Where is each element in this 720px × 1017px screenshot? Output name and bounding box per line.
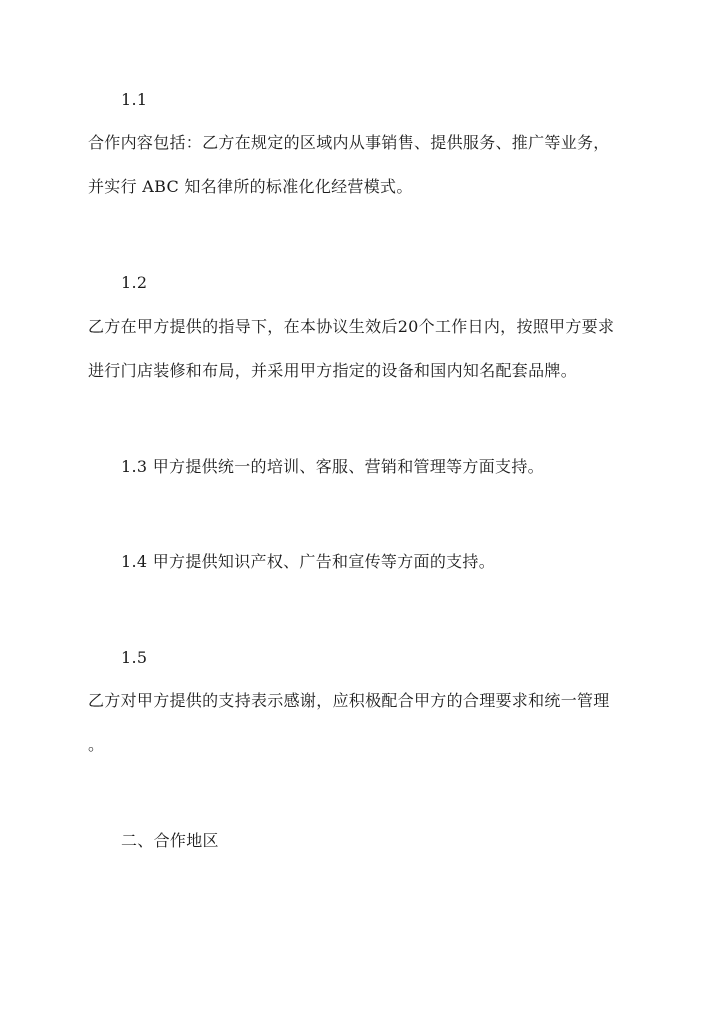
section-1-2-line-1: 乙方在甲方提供的指导下，在本协议生效后20个工作日内，按照甲方要求	[88, 317, 615, 336]
section-1-5-line-2: 。	[88, 735, 105, 754]
section-number-1-2: 1.2	[121, 273, 148, 292]
section-number-1-5: 1.5	[121, 648, 148, 667]
section-number-1-1: 1.1	[121, 90, 148, 109]
section-heading-2: 二、合作地区	[121, 831, 219, 850]
section-1-5-line-1: 乙方对甲方提供的支持表示感谢，应积极配合甲方的合理要求和统一管理	[88, 691, 610, 710]
section-1-1-line-2: 并实行 ABC 知名律所的标准化化经营模式。	[88, 177, 413, 196]
section-1-3-text: 1.3 甲方提供统一的培训、客服、营销和管理等方面支持。	[121, 457, 544, 476]
section-1-2-line-2: 进行门店装修和布局，并采用甲方指定的设备和国内知名配套品牌。	[88, 361, 578, 380]
section-1-4-text: 1.4 甲方提供知识产权、广告和宣传等方面的支持。	[121, 552, 496, 571]
section-1-1-line-1: 合作内容包括：乙方在规定的区域内从事销售、提供服务、推广等业务，	[88, 133, 610, 152]
